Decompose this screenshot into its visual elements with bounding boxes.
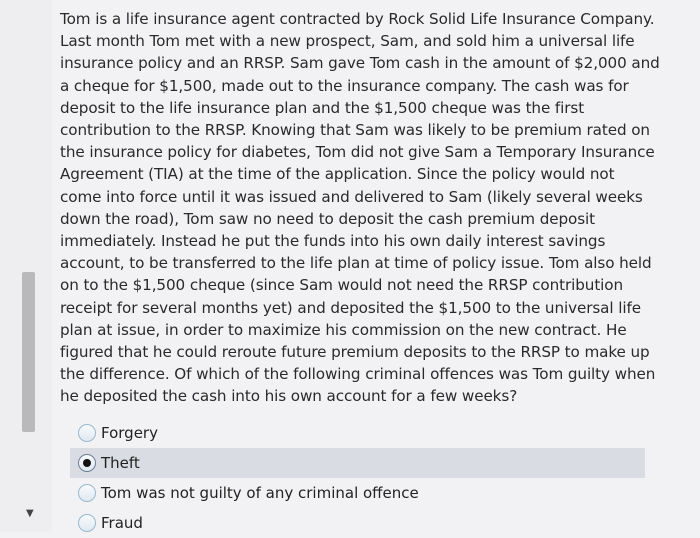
option-not-guilty[interactable] <box>70 478 645 508</box>
radio-dot-icon <box>83 459 91 467</box>
scroll-indicator-bar[interactable] <box>22 272 35 432</box>
left-margin-strip <box>0 0 52 532</box>
option-label: Fraud <box>101 514 143 532</box>
option-label: Theft <box>101 454 140 472</box>
radio-checked-icon[interactable] <box>78 454 96 472</box>
radio-unchecked-icon[interactable] <box>78 514 96 532</box>
option-theft[interactable] <box>70 448 645 478</box>
option-label: Tom was not guilty of any criminal offence <box>101 484 419 502</box>
question-text: Tom is a life insurance agent contracted by Rock Solid Life Insurance Company. Last month Tom met with a new prospect, Sam, and sold him a universal life insurance policy and an RRSP. Sam gave Tom cash in the amount of $2,000 and a cheque for $1,500, made out to the insurance company. The cash was for deposit to the life insurance plan and the $1,500 cheque was the first contribution to the RRSP. Knowing that Sam was likely to be premium rated on the insurance policy for diabetes, Tom did not give Sam a Temporary Insurance Agreement (TIA) at the time of the application. Since the policy would not come into force until it was issued and delivered to Sam (likely several weeks down the road), Tom saw no need to deposit the cash premium deposit immediately. Instead he put the funds into his own daily interest savings account, to be transferred to the life plan at time of policy issue. Tom also held on to the $1,500 cheque (since Sam would not need the RRSP contribution receipt for several months yet) and deposited the $1,500 to the universal life plan at issue, in order to maximize his commission on the new contract. He figured that he could reroute future premium deposits to the RRSP to make up the difference. Of which of the following criminal offences was Tom guilty when he deposited the cash into his own account for a few weeks? <box>60 10 660 406</box>
radio-unchecked-icon[interactable] <box>78 484 96 502</box>
caret-down-icon: ▼ <box>26 508 34 519</box>
option-forgery[interactable] <box>70 418 645 448</box>
answer-options <box>70 418 645 538</box>
radio-unchecked-icon[interactable] <box>78 424 96 442</box>
option-label: Forgery <box>101 424 158 442</box>
option-fraud[interactable] <box>70 508 645 538</box>
